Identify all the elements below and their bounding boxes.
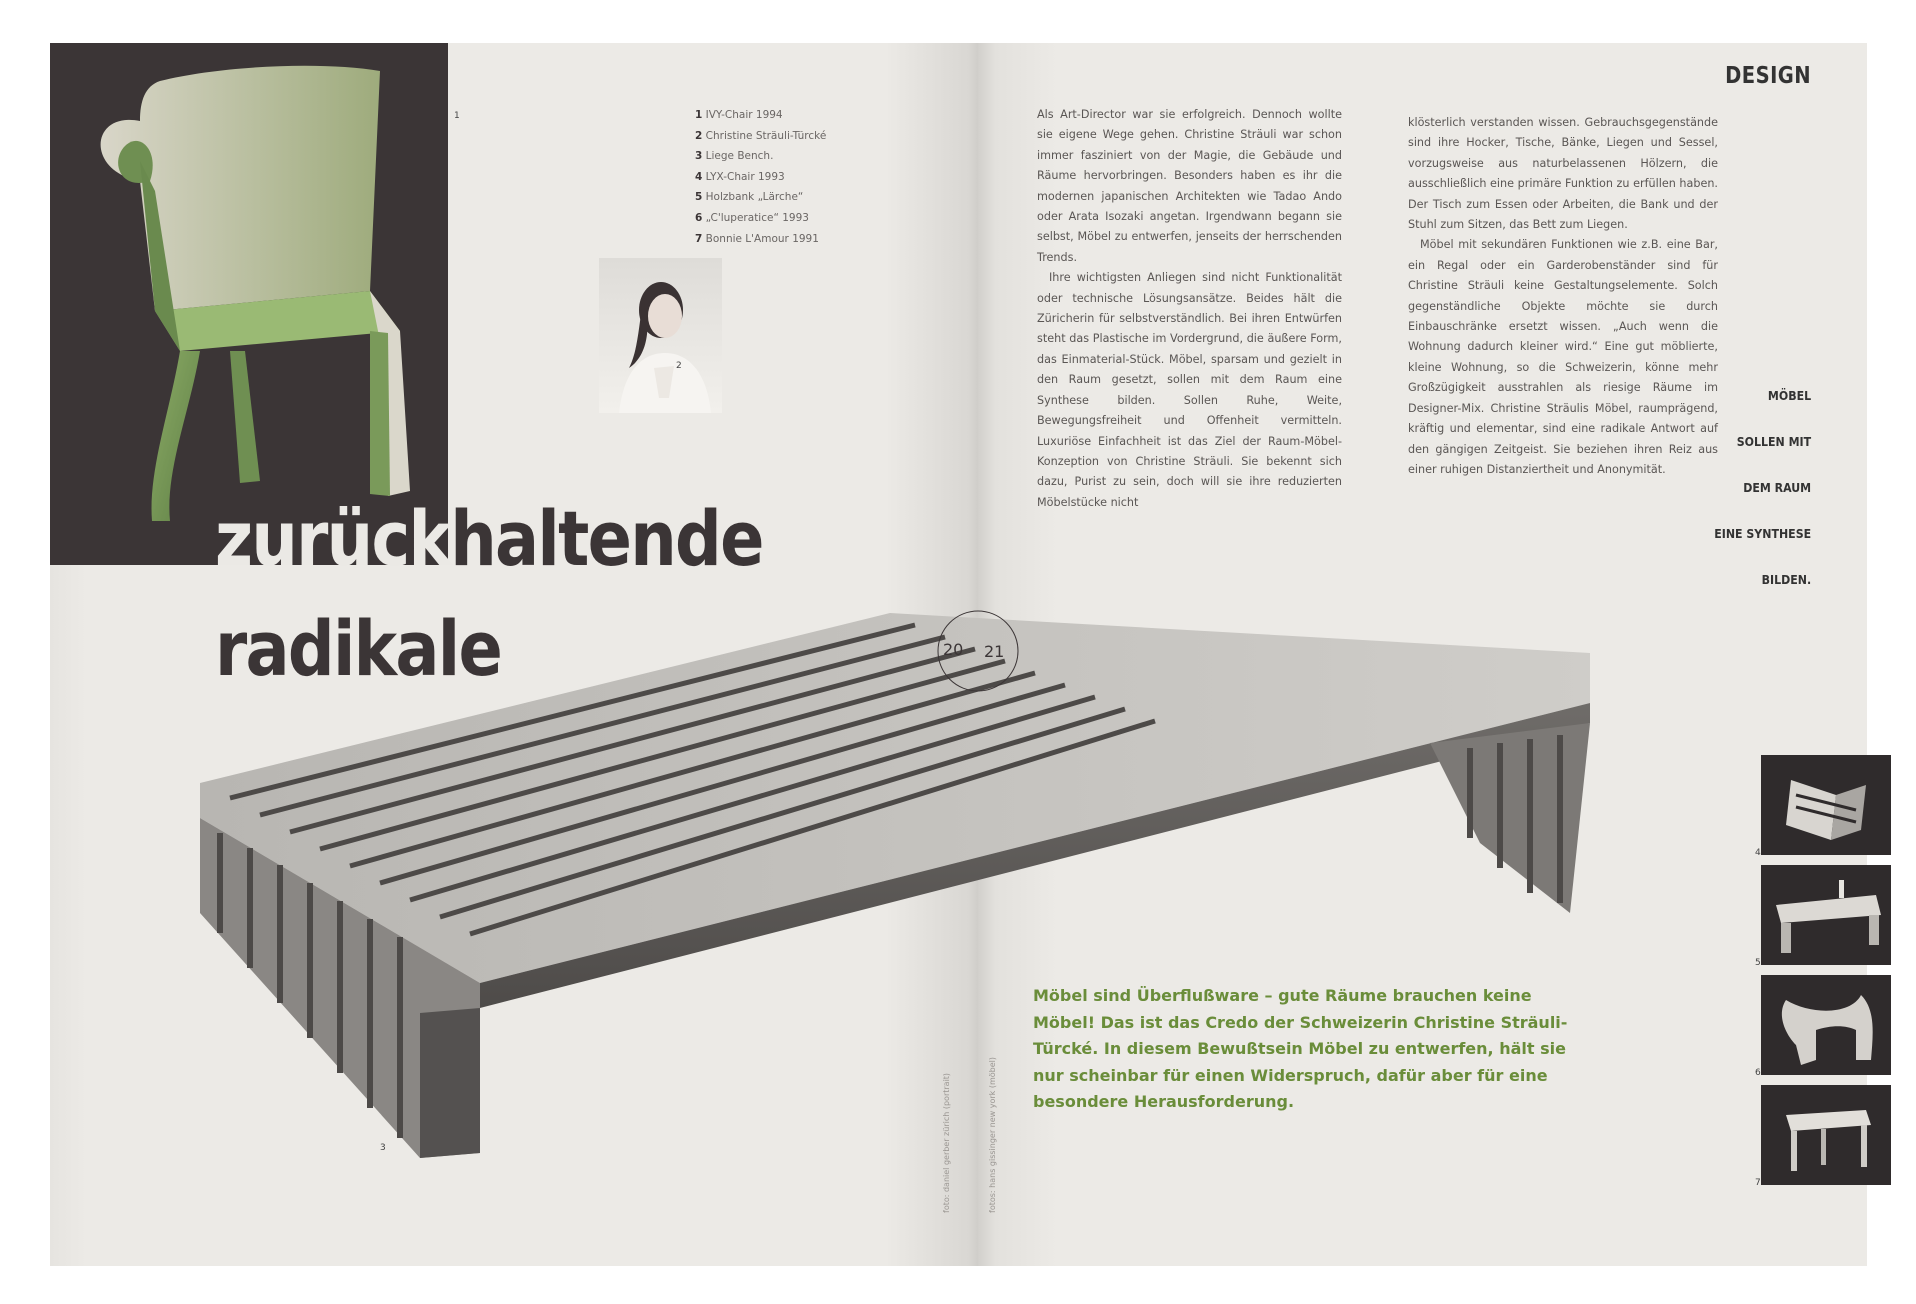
thumbnail-cluperatice	[1761, 975, 1891, 1075]
magazine-spread	[50, 43, 1867, 1266]
fig-number-1: 1	[454, 111, 460, 121]
caption-item: 7 Bonnie L'Amour 1991	[695, 232, 819, 245]
pull-quote-line: MÖBEL	[1767, 388, 1811, 403]
headline-line-1	[215, 494, 763, 583]
photo-credit-right: fotos: hans gissinger new york (möbel)	[988, 1057, 997, 1213]
section-label: DESIGN	[1725, 63, 1811, 89]
thumbnail-holzbank	[1761, 865, 1891, 965]
pull-quote	[1714, 373, 1811, 603]
caption-item: 6 „C'luperatice“ 1993	[695, 211, 809, 224]
caption-item: 4 LYX-Chair 1993	[695, 170, 785, 183]
headline-light-part: zurück	[215, 494, 451, 583]
thumbnail-lyx-chair	[1761, 755, 1891, 855]
paragraph: Ihre wichtigsten Anliegen sind nicht Funktionalität oder technische Lösungsansätze. Beides hält die Züricherin für selbstverständlich. Bei ihren Entwürfen steht das Plastische im Vordergrund, die äußere Form, das Einmaterial-Stück. Möbel, sparsam und gezielt in den Raum gesetzt, sollen mit dem Raum eine Synthese bilden. Sollen Ruhe, Weite, Bewegungsfreiheit und Offenheit vermitteln. Luxuriöse Einfachheit ist das Ziel der Raum-Möbel-Konzeption von Christine Sträuli. Sie bekennt sich dazu, Purist zu sein, doch will sie ihre reduzierten Möbelstücke nicht	[1037, 271, 1342, 509]
cluperatice-photo	[1761, 975, 1891, 1075]
ivy-chair-photo	[70, 51, 440, 531]
paragraph: klösterlich verstanden wissen. Gebrauchsgegenstände sind ihre Hocker, Tische, Bänke, Liegen und Sessel, vorzugsweise aus naturbelassenen Hölzern, die ausschließlich eine primäre Funktion zu erfüllen haben. Der Tisch zum Essen oder Arbeiten, die Bank und der Stuhl zum Sitzen, das Bett zum Liegen.	[1408, 116, 1718, 232]
thumb-number-6: 6	[1755, 1068, 1761, 1078]
caption-list	[695, 105, 826, 249]
paragraph: Möbel mit sekundären Funktionen wie z.B. eine Bar, ein Regal oder ein Garderobenständer sind für Christine Sträuli keine Gestaltungselemente. Solch gegenständliche Objekte möchte sie durch Einbauschränke ersetzt wissen. „Auch wenn die Wohnung dadurch kleiner wird.“ Eine gut möblierte, kleine Wohnung, so die Schweizerin, könne mehr Großzügigkeit ausstrahlen als riesige Räume im Designer-Mix. Christine Sträulis Möbel, raumprägend, kräftig und elementar, sind eine radikale Antwort auf den gängigen Zeitgeist. Sie beziehen ihren Reiz aus einer ruhigen Distanziertheit und Anonymität.	[1408, 238, 1718, 476]
paragraph: Als Art-Director war sie erfolgreich. Dennoch wollte sie eigene Wege gehen. Christine Sträuli war schon immer fasziniert von der Magie, die Gebäude und Räume hervorbringen. Besonders haben es ihr die modernen japanischen Architekten wie Tadao Ando oder Arata Isozaki angetan. Irgendwann begann sie selbst, Möbel zu entwerfen, jenseits der herrschenden Trends.	[1037, 108, 1342, 264]
pull-quote-line: BILDEN.	[1761, 572, 1811, 587]
bonnie-lamour-photo	[1761, 1085, 1891, 1185]
fig-number-2: 2	[676, 361, 682, 371]
body-column-1	[1037, 105, 1342, 513]
page-number-right: 21	[984, 642, 1005, 661]
headline-line-2: radikale	[215, 604, 502, 693]
designer-portrait	[599, 258, 722, 413]
pull-quote-line: DEM RAUM	[1743, 480, 1811, 495]
caption-item: 3 Liege Bench.	[695, 150, 774, 163]
thumb-number-4: 4	[1755, 848, 1761, 858]
caption-item: 1 IVY-Chair 1994	[695, 109, 783, 121]
holzbank-photo	[1761, 865, 1891, 965]
body-column-2	[1408, 113, 1718, 480]
fig-number-3: 3	[380, 1143, 386, 1153]
pull-quote-line: EINE SYNTHESE	[1714, 526, 1811, 541]
caption-item: 5 Holzbank „Lärche“	[695, 191, 804, 204]
photo-credit-left: foto: daniel gerber zürich (portrait)	[942, 1072, 951, 1213]
headline-dark-part: haltende	[450, 494, 763, 583]
thumbnail-bonnie-lamour	[1761, 1085, 1891, 1185]
portrait-photo	[599, 258, 722, 413]
thumb-number-7: 7	[1755, 1178, 1761, 1188]
page-number-left: 20	[943, 640, 964, 659]
lyx-chair-photo	[1761, 755, 1891, 855]
caption-item: 2 Christine Sträuli-Türcké	[695, 129, 827, 142]
lead-text: Möbel sind Überflußware – gute Räume brauchen keine Möbel! Das ist das Credo der Schweizerin Christine Sträuli-Türcké. In diesem Bewußtsein Möbel zu entwerfen, hält sie nur scheinbar für einen Widerspruch, dafür aber für eine besondere Herausforderung.	[1033, 986, 1568, 1111]
pull-quote-line: SOLLEN MIT	[1736, 434, 1811, 449]
thumb-number-5: 5	[1755, 958, 1761, 968]
